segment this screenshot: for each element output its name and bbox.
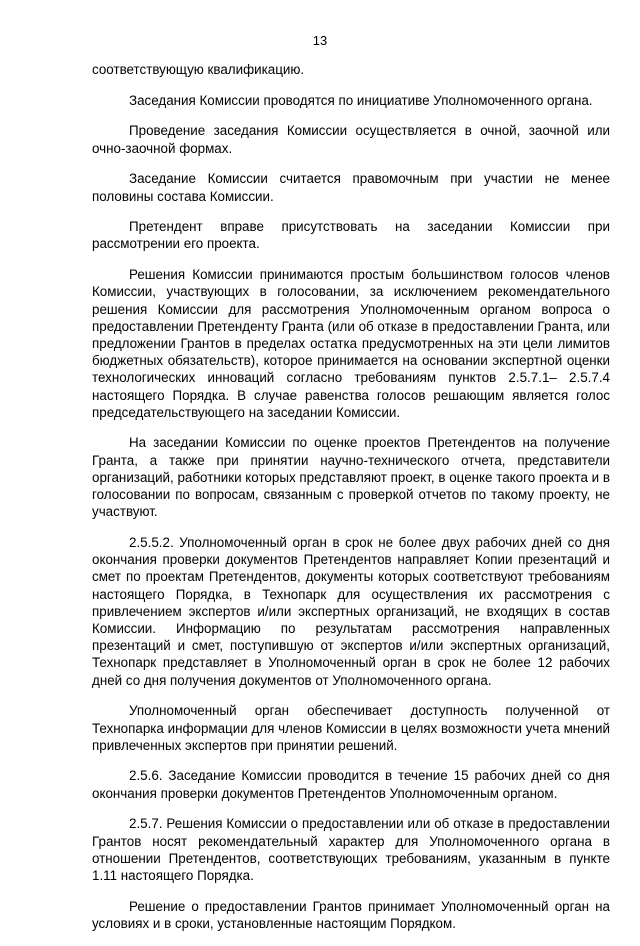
paragraph-11: 2.5.7. Решения Комиссии о предоставлении или об отказе в предоставлении Грантов носят рекомендательный характер для Уполномоченного органа в отношении Претендентов, соответствующих требованиям, указанным в пункте 1.11 настоящего Порядка. [92,816,610,883]
paragraph-6: Решения Комиссии принимаются простым большинством голосов членов Комиссии, участвующих в голосовании, за исключением рекомендательного решения Комиссии для рассмотрения Уполномоченным органом вопроса о предоставлении Претенденту Гранта (или об отказе в предоставлении Гранта, или предложении Грантов в пределах остатка предусмотренных на эти цели лимитов бюджетных обязательств), которое принимается на основании экспертной оценки технологических инноваций согласно требованиям пунктов 2.5.7.1– 2.5.7.4 настоящего Порядка. В случае равенства голосов решающим является голос председательствующего на заседании Комиссии. [92,267,610,420]
paragraph-10: 2.5.6. Заседание Комиссии проводится в течение 15 рабочих дней со дня окончания проверки документов Претендентов Уполномоченным органом. [92,768,610,801]
paragraph-12: Решение о предоставлении Грантов принимает Уполномоченный орган на условиях и в сроки, установленные настоящим Порядком. [92,898,610,931]
paragraph-2: Заседания Комиссии проводятся по инициативе Уполномоченного органа. [129,92,593,108]
paragraph-4: Заседание Комиссии считается правомочным при участии не менее половины состава Комиссии. [92,171,610,204]
paragraph-3: Проведение заседания Комиссии осуществляется в очной, заочной или очно-заочной формах. [92,123,610,156]
paragraph-7: На заседании Комиссии по оценке проектов Претендентов на получение Гранта, а также при принятии научно-технического отчета, представители организаций, работники которых представляют проект, в оценке такого проекта и в голосовании по вопросам, связанным с проверкой отчетов по такому проекту, не участвуют. [92,435,610,520]
document-body [92,61,610,946]
page-number: 13 [312,33,328,48]
paragraph-9: Уполномоченный орган обеспечивает доступность полученной от Технопарка информации для членов Комиссии в целях возможности учета мнений привлеченных экспертов при принятии решений. [92,703,610,753]
paragraph-8: 2.5.5.2. Уполномоченный орган в срок не более двух рабочих дней со дня окончания проверки документов Претендентов направляет Копии презентаций и смет по проектам Претендентов, документы которых соответствуют требованиям настоящего Порядка, в Технопарк для осуществления их рассмотрения с привлечением экспертов и/или экспертных организаций, не входящих в состав Комиссии. Информацию по результатам рассмотрения направленных презентаций и смет, поступившую от экспертов и/или экспертных организаций, Технопарк представляет в Уполномоченный орган в срок не более 12 рабочих дней со дня получения документов от Уполномоченного органа. [92,534,610,688]
paragraph-1: соответствующую квалификацию. [92,62,305,77]
paragraph-5: Претендент вправе присутствовать на заседании Комиссии при рассмотрении его проекта. [92,219,610,252]
